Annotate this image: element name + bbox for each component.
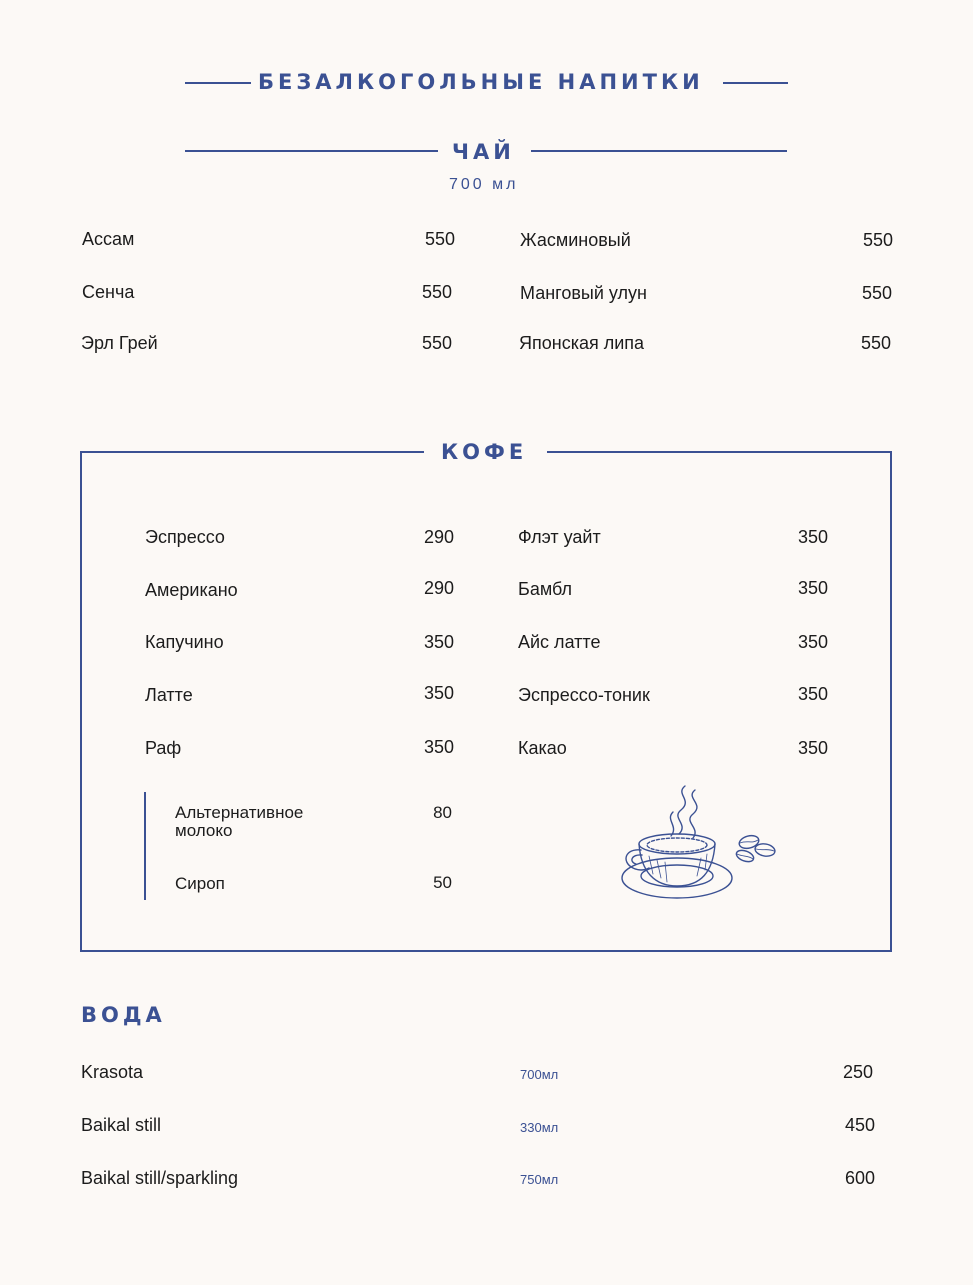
coffee-item-name: Эспрессо-тоник xyxy=(518,685,650,705)
coffee-item-price: 350 xyxy=(797,632,828,652)
tea-item-price: 550 xyxy=(421,333,452,353)
water-heading: ВОДА xyxy=(81,1003,166,1027)
coffee-item-price: 350 xyxy=(797,578,828,598)
coffee-item-name: Эспрессо xyxy=(145,527,225,547)
tea-rule-right xyxy=(531,150,787,152)
coffee-item-name: Айс латте xyxy=(518,632,601,652)
tea-item-name: Японская липа xyxy=(519,333,645,353)
tea-item-price: 550 xyxy=(862,230,893,250)
tea-item-name: Эрл Грей xyxy=(81,333,158,353)
water-item-volume: 750мл xyxy=(520,1172,559,1187)
tea-item-name: Жасминовый xyxy=(520,230,631,250)
addon-name-line1: Альтернативное xyxy=(175,803,304,822)
tea-item-price: 550 xyxy=(860,333,891,353)
coffee-item-name: Капучино xyxy=(145,632,224,652)
tea-item-name: Ассам xyxy=(82,229,135,249)
title-rule-left xyxy=(185,82,251,84)
addon-name: Сироп xyxy=(175,874,225,893)
tea-heading: ЧАЙ xyxy=(452,140,515,164)
tea-volume: 700 мл xyxy=(449,176,519,193)
addon-name xyxy=(175,804,303,840)
coffee-item-price: 350 xyxy=(423,683,454,703)
coffee-item-price: 290 xyxy=(423,578,454,598)
tea-item-name: Сенча xyxy=(82,282,135,302)
coffee-item-name: Американо xyxy=(145,580,238,600)
water-item-price: 600 xyxy=(844,1168,875,1188)
tea-rule-left xyxy=(185,150,438,152)
tea-item-price: 550 xyxy=(424,229,455,249)
water-item-name: Baikal still/sparkling xyxy=(81,1168,239,1188)
coffee-item-price: 350 xyxy=(797,527,828,547)
coffee-item-name: Раф xyxy=(145,738,182,758)
coffee-item-price: 350 xyxy=(423,632,454,652)
tea-item-price: 550 xyxy=(421,282,452,302)
water-item-volume: 700мл xyxy=(520,1067,559,1082)
tea-item-price: 550 xyxy=(861,283,892,303)
addon-price: 80 xyxy=(433,803,452,822)
coffee-item-price: 350 xyxy=(797,738,828,758)
coffee-item-name: Флэт уайт xyxy=(518,527,601,547)
coffee-item-price: 290 xyxy=(423,527,454,547)
addons-bar xyxy=(144,792,146,900)
title-rule-right xyxy=(723,82,788,84)
addon-name-line2: молоко xyxy=(175,821,233,840)
coffee-item-name: Латте xyxy=(145,685,193,705)
coffee-item-name: Какао xyxy=(518,738,567,758)
water-item-price: 450 xyxy=(844,1115,875,1135)
water-item-volume: 330мл xyxy=(520,1120,559,1135)
coffee-item-price: 350 xyxy=(423,737,454,757)
water-item-name: Baikal still xyxy=(81,1115,162,1135)
page-title: БЕЗАЛКОГОЛЬНЫЕ НАПИТКИ xyxy=(258,70,704,94)
coffee-cup-icon xyxy=(615,782,780,910)
water-item-name: Krasota xyxy=(81,1062,144,1082)
water-item-price: 250 xyxy=(842,1062,873,1082)
coffee-item-price: 350 xyxy=(797,684,828,704)
coffee-heading: КОФЕ xyxy=(441,440,528,464)
tea-item-name: Манговый улун xyxy=(520,283,647,303)
addon-price: 50 xyxy=(433,873,452,892)
coffee-item-name: Бамбл xyxy=(518,579,572,599)
